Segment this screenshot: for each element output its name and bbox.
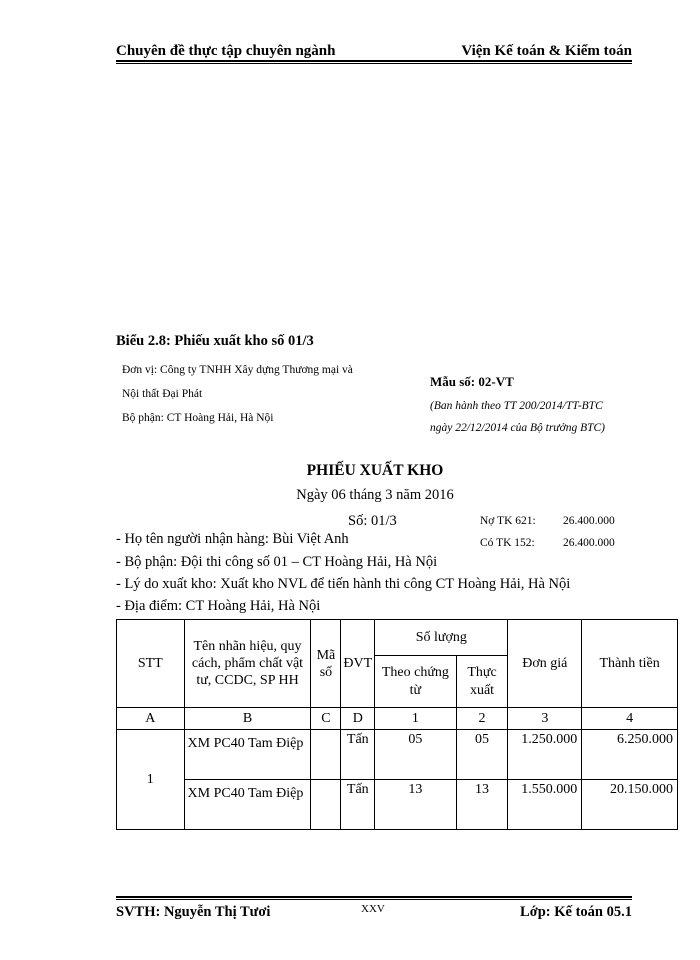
slip-title: PHIẾU XUẤT KHO <box>306 462 444 479</box>
footer-student: SVTH: Nguyễn Thị Tươi <box>116 904 271 920</box>
row-unit: Tấn <box>341 780 375 830</box>
row-price: 1.250.000 <box>508 730 582 780</box>
form-code: Mẫu số: 02-VT <box>430 374 514 389</box>
header-stt: STT <box>117 620 185 708</box>
slip-date: Ngày 06 tháng 3 năm 2016 <box>296 487 454 503</box>
row-price: 1.550.000 <box>508 780 582 830</box>
col-label-d: D <box>341 708 375 730</box>
col-label-c: C <box>311 708 341 730</box>
header-quantity: Số lượng <box>375 620 508 656</box>
row-qty-actual: 13 <box>456 780 508 830</box>
footer-class: Lớp: Kế toán 05.1 <box>520 904 632 920</box>
header-rule <box>116 60 632 64</box>
unit-line-2: Nội thất Đại Phát <box>122 388 203 400</box>
col-label-3: 3 <box>508 708 582 730</box>
header-qty-doc: Theo chứng từ <box>375 656 456 708</box>
header-code: Mã số <box>311 620 341 708</box>
header-price: Đơn giá <box>508 620 582 708</box>
row-amount: 6.250.000 <box>582 730 678 780</box>
unit-line-1: Đơn vị: Công ty TNHH Xây dựng Thương mại và <box>122 364 353 376</box>
row-stt: 1 <box>117 730 185 830</box>
header-amount: Thành tiền <box>582 620 678 708</box>
row-qty-doc: 05 <box>375 730 456 780</box>
form-note-2: ngày 22/12/2014 của Bộ trưởng BTC) <box>430 422 605 434</box>
form-note-1: (Ban hành theo TT 200/2014/TT-BTC <box>430 400 603 412</box>
header-unit: ĐVT <box>341 620 375 708</box>
credit-value: 26.400.000 <box>563 537 615 549</box>
col-label-b: B <box>184 708 311 730</box>
header-qty-actual: Thực xuất <box>456 656 508 708</box>
footer-rule <box>116 896 632 900</box>
col-label-a: A <box>117 708 185 730</box>
debit-value: 26.400.000 <box>563 515 615 527</box>
slip-number: Số: 01/3 <box>348 513 397 529</box>
header-left: Chuyên đề thực tập chuyên ngành <box>116 43 336 59</box>
row-qty-actual: 05 <box>456 730 508 780</box>
debit-label: Nợ TK 621: <box>480 515 536 527</box>
col-label-1: 1 <box>375 708 456 730</box>
location-line: - Địa điểm: CT Hoàng Hải, Hà Nội <box>116 598 321 614</box>
row-qty-doc: 13 <box>375 780 456 830</box>
table-row <box>117 730 678 780</box>
row-amount: 20.150.000 <box>582 780 678 830</box>
issue-table <box>116 619 678 830</box>
row-code <box>311 780 341 830</box>
header-item-name: Tên nhãn hiệu, quy cách, phẩm chất vật tư, CCDC, SP HH <box>184 620 311 708</box>
receiver-line: - Họ tên người nhận hàng: Bùi Việt Anh <box>116 531 349 547</box>
page-number: XXV <box>361 903 385 915</box>
department-detail-line: - Bộ phận: Đội thi công số 01 – CT Hoàng Hải, Hà Nội <box>116 554 438 570</box>
table-row <box>117 780 678 830</box>
header-right: Viện Kế toán & Kiểm toán <box>461 43 632 59</box>
row-item-name: XM PC40 Tam Điệp <box>184 780 311 830</box>
row-unit: Tấn <box>341 730 375 780</box>
department-line: Bộ phận: CT Hoàng Hải, Hà Nội <box>122 412 274 424</box>
col-label-4: 4 <box>582 708 678 730</box>
reason-line: - Lý do xuất kho: Xuất kho NVL để tiến hành thi công CT Hoàng Hải, Hà Nội <box>116 576 571 592</box>
row-item-name: XM PC40 Tam Điệp <box>184 730 311 780</box>
credit-label: Có TK 152: <box>480 537 535 549</box>
figure-caption: Biểu 2.8: Phiếu xuất kho số 01/3 <box>116 333 314 349</box>
row-code <box>311 730 341 780</box>
col-label-2: 2 <box>456 708 508 730</box>
